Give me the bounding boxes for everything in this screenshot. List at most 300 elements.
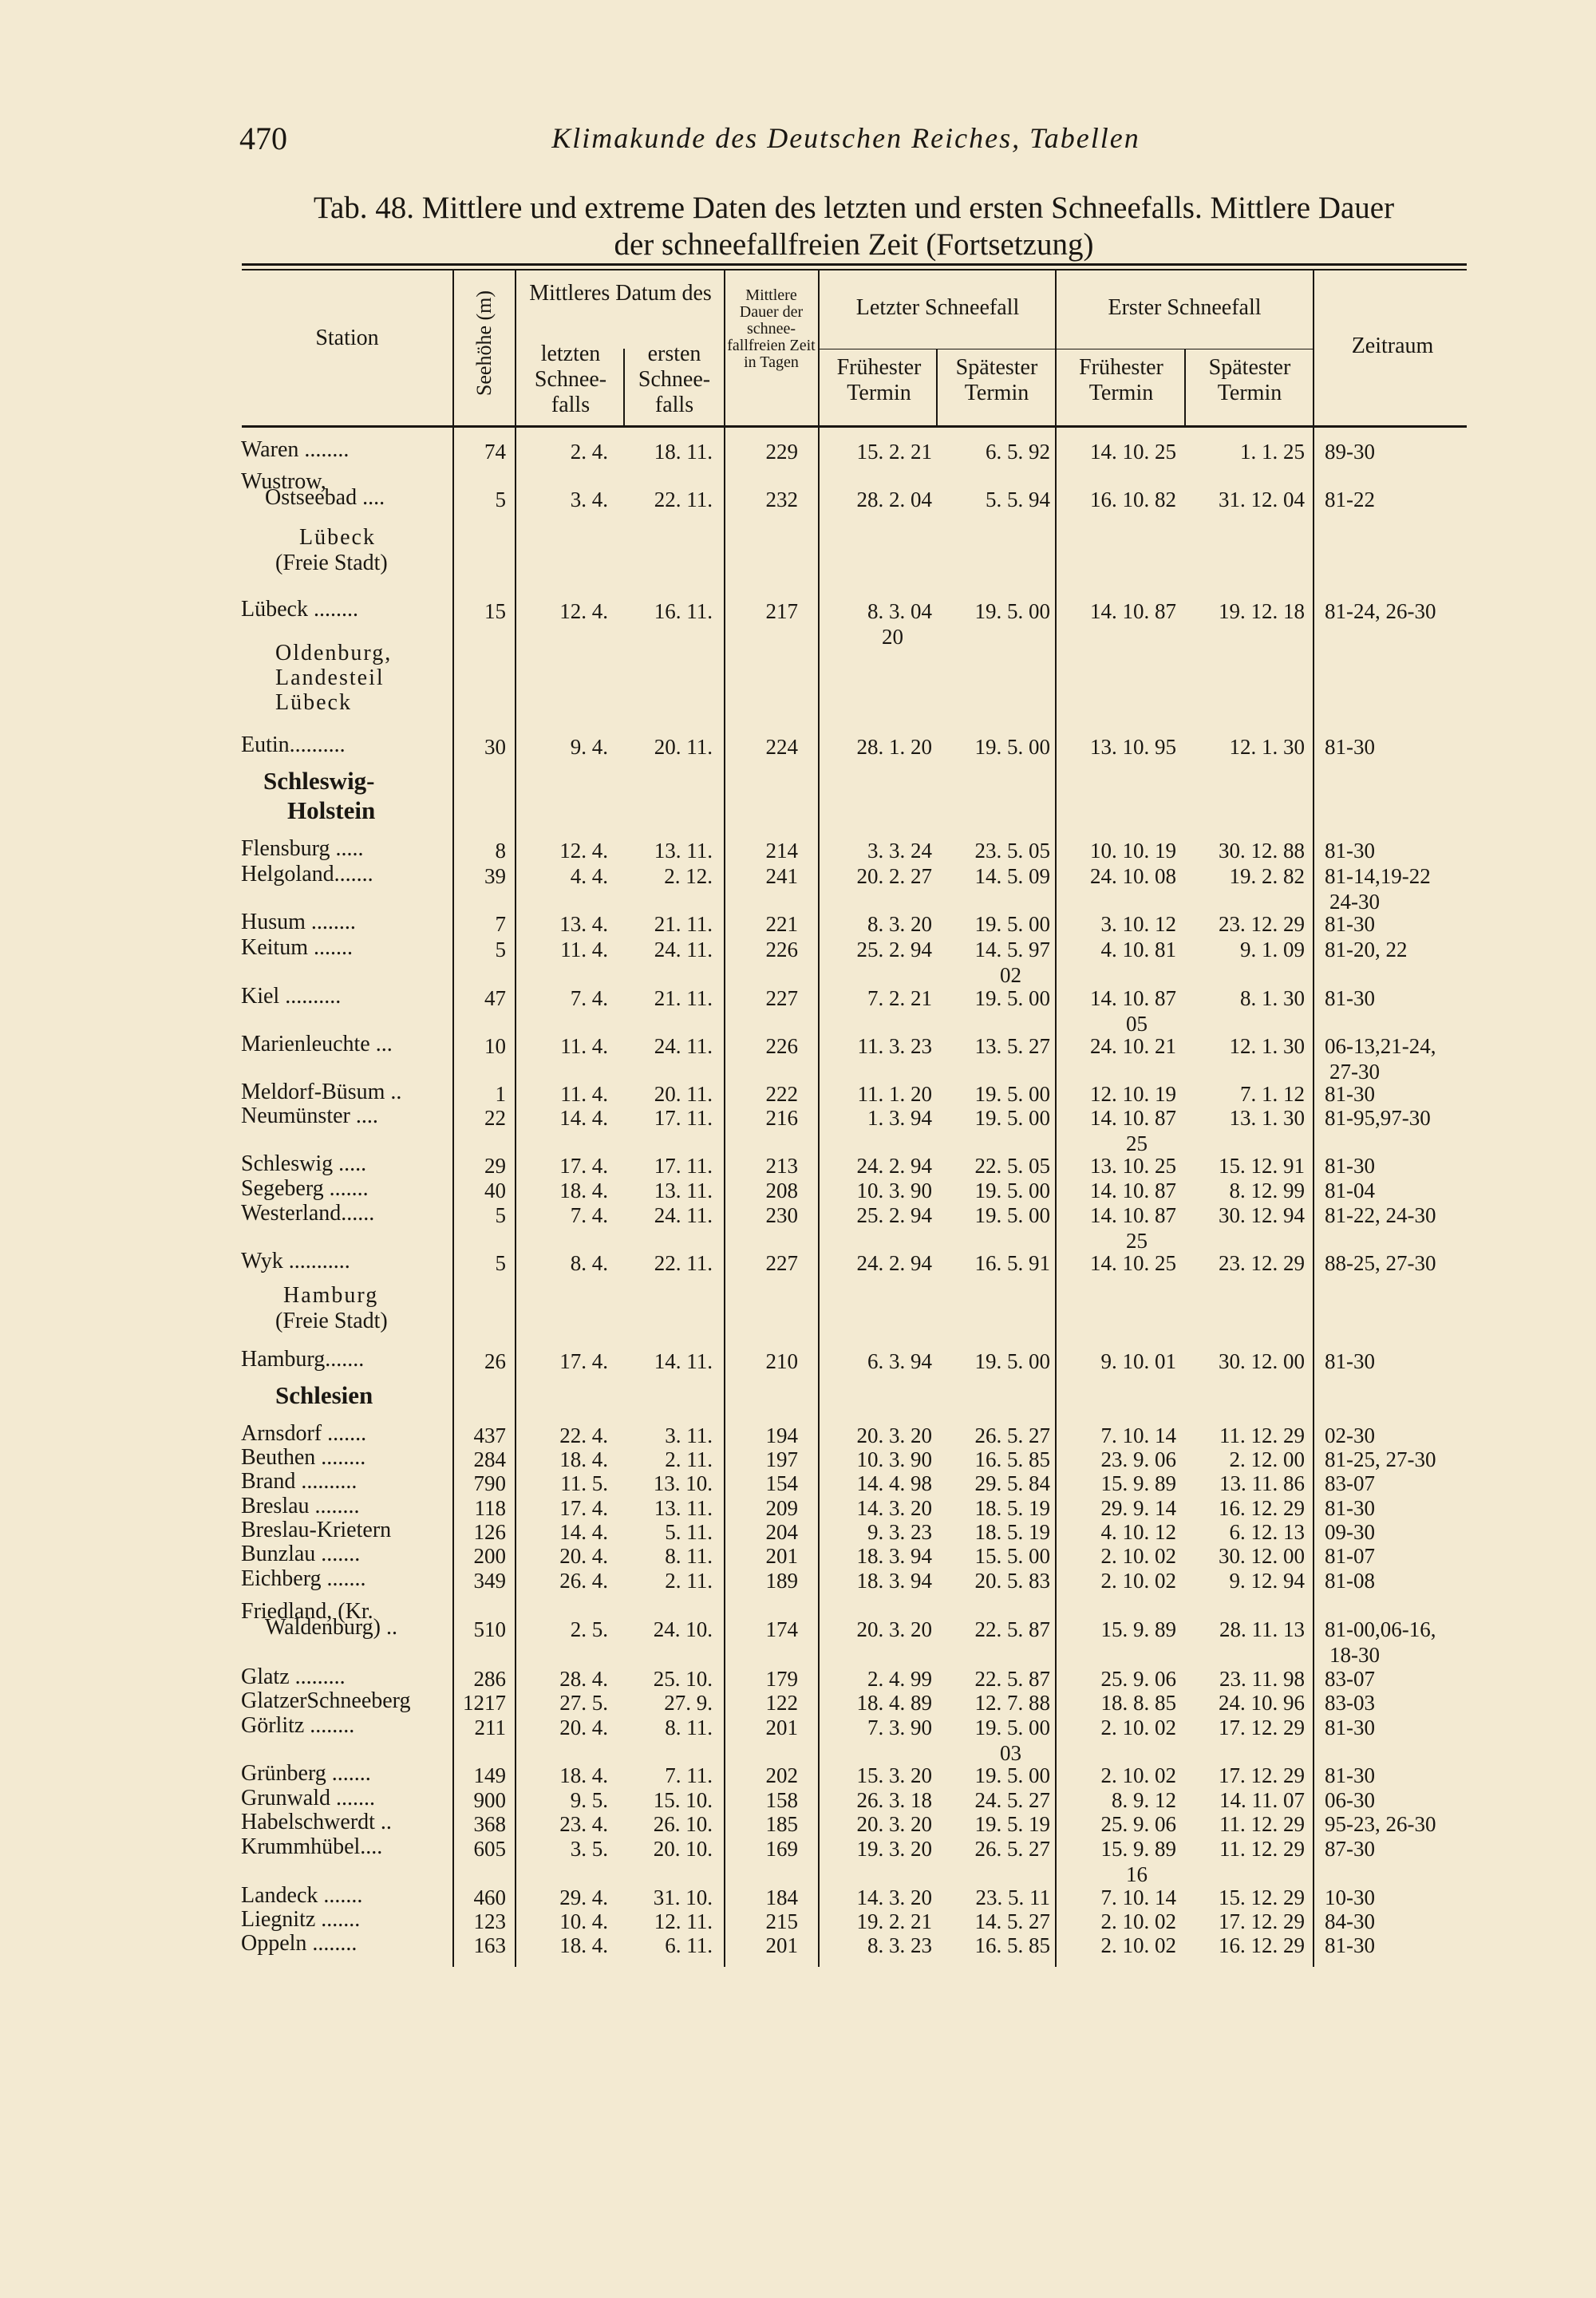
cell-last-latest: 6. 5. 92	[986, 440, 1050, 464]
cell-first-earliest: 15. 9. 89	[1100, 1837, 1176, 1861]
cell-height: 126	[473, 1520, 506, 1544]
cell-last-latest: 19. 5. 00	[974, 1179, 1050, 1202]
cell-mean-first: 20. 11.	[654, 1082, 713, 1106]
cell-height: 29	[484, 1154, 506, 1178]
cell-mean-last: 17. 4.	[559, 1496, 608, 1520]
header-rule	[242, 425, 1467, 428]
cell-period: 84-30	[1325, 1909, 1375, 1933]
cell-duration: 217	[765, 599, 798, 623]
cell-first-latest: 31. 12. 04	[1219, 488, 1305, 511]
cell-height: 437	[473, 1423, 506, 1447]
cell-last-earliest: 20. 2. 27	[856, 864, 932, 888]
cell-first-earliest-continuation: 25	[1126, 1131, 1148, 1155]
cell-period: 06-30	[1325, 1788, 1375, 1812]
cell-mean-last: 7. 4.	[570, 1203, 608, 1227]
cell-last-latest: 16. 5. 91	[974, 1251, 1050, 1275]
cell-height: 8	[495, 839, 506, 863]
cell-last-earliest: 1. 3. 94	[867, 1106, 932, 1130]
header-last-group: Letzter Schneefall	[855, 295, 1020, 320]
cell-duration: 174	[765, 1617, 798, 1641]
cell-height: 1217	[463, 1691, 506, 1715]
cell-mean-first: 5. 11.	[665, 1520, 713, 1544]
header-first-earliest: Frühester Termin	[1079, 355, 1163, 406]
cell-mean-last: 18. 4.	[559, 1933, 608, 1957]
header-mean-date: Mittleres Datum des	[529, 281, 712, 306]
station-name: Eichberg .......	[241, 1566, 366, 1591]
station-name: Glatz .........	[241, 1664, 346, 1689]
cell-last-earliest: 24. 2. 94	[856, 1154, 932, 1178]
cell-duration: 213	[765, 1154, 798, 1178]
cell-last-latest: 14. 5. 97	[974, 938, 1050, 961]
cell-period: 81-30	[1325, 1763, 1375, 1787]
cell-last-earliest: 20. 3. 20	[856, 1617, 932, 1641]
cell-last-latest: 20. 5. 83	[974, 1569, 1050, 1593]
cell-mean-first: 27. 9.	[664, 1691, 713, 1715]
station-name: Segeberg .......	[241, 1176, 369, 1201]
cell-mean-first: 15. 10.	[653, 1788, 713, 1812]
cell-last-latest: 29. 5. 84	[974, 1471, 1050, 1495]
cell-period: 81-30	[1325, 1349, 1375, 1373]
cell-last-earliest: 2. 4. 99	[867, 1667, 932, 1691]
cell-height: 1	[495, 1082, 506, 1106]
cell-last-latest: 19. 5. 00	[974, 1082, 1050, 1106]
station-name: Brand ..........	[241, 1469, 358, 1494]
cell-duration: 184	[765, 1885, 798, 1909]
cell-first-earliest: 14. 10. 25	[1090, 1251, 1176, 1275]
station-name: Wyk ...........	[241, 1249, 350, 1273]
cell-first-latest: 11. 12. 29	[1219, 1423, 1305, 1447]
cell-last-earliest: 25. 2. 94	[856, 1203, 932, 1227]
cell-period: 81-30	[1325, 839, 1375, 863]
cell-duration: 230	[765, 1203, 798, 1227]
cell-first-earliest: 2. 10. 02	[1100, 1763, 1176, 1787]
cell-height: 349	[473, 1569, 506, 1593]
group-heading: Lübeck	[299, 525, 376, 550]
station-name: Grunwald .......	[241, 1786, 375, 1810]
cell-first-latest: 9. 1. 09	[1240, 938, 1305, 961]
cell-height: 26	[484, 1349, 506, 1373]
cell-period: 81-30	[1325, 986, 1375, 1010]
cell-duration: 189	[765, 1569, 798, 1593]
cell-mean-last: 8. 4.	[570, 1251, 608, 1275]
cell-first-earliest: 2. 10. 02	[1100, 1569, 1176, 1593]
cell-first-earliest: 2. 10. 02	[1100, 1716, 1176, 1739]
cell-height: 47	[484, 986, 506, 1010]
cell-first-latest: 8. 1. 30	[1240, 986, 1305, 1010]
cell-mean-last: 2. 5.	[570, 1617, 608, 1641]
cell-first-latest: 1. 1. 25	[1240, 440, 1305, 464]
cell-last-latest: 19. 5. 19	[974, 1812, 1050, 1836]
cell-first-earliest: 16. 10. 82	[1090, 488, 1176, 511]
cell-mean-first: 13. 11.	[654, 839, 713, 863]
station-name: Schleswig .....	[241, 1151, 367, 1176]
cell-mean-last: 4. 4.	[570, 864, 608, 888]
cell-mean-last: 9. 5.	[570, 1788, 608, 1812]
cell-first-earliest: 3. 10. 12	[1100, 912, 1176, 936]
cell-height: 5	[495, 938, 506, 961]
cell-last-latest: 13. 5. 27	[974, 1034, 1050, 1058]
cell-last-latest: 18. 5. 19	[974, 1520, 1050, 1544]
cell-duration: 122	[765, 1691, 798, 1715]
cell-mean-last: 18. 4.	[559, 1447, 608, 1471]
cell-mean-last: 29. 4.	[559, 1885, 608, 1909]
cell-last-earliest-continuation: 20	[882, 625, 903, 649]
cell-mean-first: 13. 10.	[653, 1471, 713, 1495]
cell-height: 510	[473, 1617, 506, 1641]
cell-last-earliest: 7. 2. 21	[867, 986, 932, 1010]
cell-mean-first: 13. 11.	[654, 1496, 713, 1520]
header-period: Zeitraum	[1351, 334, 1434, 358]
cell-last-earliest: 11. 3. 23	[857, 1034, 932, 1058]
cell-last-latest: 24. 5. 27	[974, 1788, 1050, 1812]
cell-last-earliest: 10. 3. 90	[856, 1447, 932, 1471]
cell-last-latest: 19. 5. 00	[974, 1763, 1050, 1787]
station-name: Ostseebad ....	[265, 485, 385, 510]
cell-mean-first: 26. 10.	[653, 1812, 713, 1836]
cell-last-latest: 14. 5. 09	[974, 864, 1050, 888]
cell-first-latest: 12. 1. 30	[1229, 735, 1305, 759]
cell-mean-last: 3. 5.	[570, 1837, 608, 1861]
cell-first-earliest: 14. 10. 87	[1090, 1106, 1176, 1130]
cell-mean-first: 22. 11.	[654, 1251, 713, 1275]
cell-period: 81-24, 26-30	[1325, 599, 1436, 623]
cell-mean-last: 11. 4.	[560, 1034, 608, 1058]
station-name: Habelschwerdt ..	[241, 1810, 392, 1834]
station-name: Görlitz ........	[241, 1713, 355, 1738]
cell-mean-first: 7. 11.	[665, 1763, 713, 1787]
cell-first-earliest: 7. 10. 14	[1100, 1885, 1176, 1909]
cell-first-latest: 11. 12. 29	[1219, 1837, 1305, 1861]
column-rule	[1055, 269, 1057, 1967]
cell-first-latest: 7. 1. 12	[1240, 1082, 1305, 1106]
cell-height: 7	[495, 912, 506, 936]
cell-height: 10	[484, 1034, 506, 1058]
cell-last-earliest: 14. 4. 98	[856, 1471, 932, 1495]
cell-duration: 214	[765, 839, 798, 863]
cell-period: 81-04	[1325, 1179, 1375, 1202]
cell-height: 900	[473, 1788, 506, 1812]
header-station: Station	[315, 326, 379, 350]
cell-period: 81-30	[1325, 735, 1375, 759]
cell-first-latest: 28. 11. 13	[1219, 1617, 1305, 1641]
cell-first-earliest: 14. 10. 87	[1090, 986, 1176, 1010]
cell-duration: 232	[765, 488, 798, 511]
cell-duration: 222	[765, 1082, 798, 1106]
cell-mean-first: 20. 10.	[653, 1837, 713, 1861]
cell-first-earliest: 14. 10. 87	[1090, 599, 1176, 623]
group-heading: (Freie Stadt)	[275, 1309, 388, 1333]
cell-first-earliest: 10. 10. 19	[1090, 839, 1176, 863]
station-name: Friedland, (Kr.	[241, 1599, 373, 1624]
cell-first-latest: 23. 11. 98	[1219, 1667, 1305, 1691]
station-name: Waldenburg) ..	[265, 1615, 397, 1640]
cell-duration: 226	[765, 1034, 798, 1058]
cell-height: 118	[474, 1496, 506, 1520]
cell-first-latest: 15. 12. 91	[1219, 1154, 1305, 1178]
cell-last-latest: 19. 5. 00	[974, 1106, 1050, 1130]
cell-last-earliest: 11. 1. 20	[857, 1082, 932, 1106]
cell-last-latest: 15. 5. 00	[974, 1544, 1050, 1568]
cell-first-earliest: 8. 9. 12	[1112, 1788, 1176, 1812]
cell-first-latest: 13. 11. 86	[1219, 1471, 1305, 1495]
cell-last-earliest: 26. 3. 18	[856, 1788, 932, 1812]
header-last-earliest: Frühester Termin	[836, 355, 922, 406]
cell-first-earliest: 29. 9. 14	[1100, 1496, 1176, 1520]
cell-mean-first: 2. 11.	[665, 1447, 713, 1471]
cell-last-earliest: 9. 3. 23	[867, 1520, 932, 1544]
cell-mean-last: 13. 4.	[559, 912, 608, 936]
station-name: Keitum .......	[241, 935, 353, 960]
station-name: Meldorf-Büsum ..	[241, 1080, 402, 1104]
cell-last-latest: 26. 5. 27	[974, 1837, 1050, 1861]
station-name: Eutin..........	[241, 732, 346, 757]
cell-period: 83-03	[1325, 1691, 1375, 1715]
cell-last-latest: 16. 5. 85	[974, 1447, 1050, 1471]
cell-last-earliest: 3. 3. 24	[867, 839, 932, 863]
cell-duration: 229	[765, 440, 798, 464]
cell-mean-first: 12. 11.	[654, 1909, 713, 1933]
cell-first-latest: 13. 1. 30	[1229, 1106, 1305, 1130]
cell-first-latest: 19. 12. 18	[1219, 599, 1305, 623]
cell-duration: 221	[765, 912, 798, 936]
cell-height: 123	[473, 1909, 506, 1933]
cell-first-latest: 11. 12. 29	[1219, 1812, 1305, 1836]
cell-first-latest: 14. 11. 07	[1219, 1788, 1305, 1812]
cell-mean-first: 16. 11.	[654, 599, 713, 623]
cell-mean-first: 21. 11.	[654, 986, 713, 1010]
cell-mean-last: 20. 4.	[559, 1544, 608, 1568]
cell-duration: 201	[765, 1716, 798, 1739]
cell-mean-first: 24. 10.	[653, 1617, 713, 1641]
cell-duration: 194	[765, 1423, 798, 1447]
station-name: Krummhübel....	[241, 1834, 383, 1859]
station-name: Helgoland.......	[241, 862, 373, 886]
cell-period: 81-20, 22	[1325, 938, 1408, 961]
cell-mean-last: 20. 4.	[559, 1716, 608, 1739]
cell-height: 30	[484, 735, 506, 759]
station-name: Grünberg .......	[241, 1761, 371, 1786]
group-heading: Lübeck	[275, 690, 352, 715]
cell-last-earliest: 28. 1. 20	[856, 735, 932, 759]
cell-mean-last: 12. 4.	[559, 599, 608, 623]
cell-mean-last: 9. 4.	[570, 735, 608, 759]
cell-mean-last: 11. 5.	[560, 1471, 608, 1495]
cell-mean-last: 10. 4.	[559, 1909, 608, 1933]
table-caption	[255, 190, 1452, 263]
cell-period: 83-07	[1325, 1471, 1375, 1495]
cell-period: 02-30	[1325, 1423, 1375, 1447]
cell-height: 5	[495, 488, 506, 511]
column-rule	[1313, 269, 1314, 1967]
cell-mean-first: 21. 11.	[654, 912, 713, 936]
cell-first-latest: 17. 12. 29	[1219, 1909, 1305, 1933]
cell-last-latest: 19. 5. 00	[974, 599, 1050, 623]
cell-last-earliest: 18. 3. 94	[856, 1544, 932, 1568]
cell-first-earliest: 24. 10. 21	[1090, 1034, 1176, 1058]
group-heading: Schlesien	[275, 1381, 373, 1409]
cell-first-latest: 23. 12. 29	[1219, 912, 1305, 936]
cell-period: 06-13,21-24,	[1325, 1034, 1436, 1058]
cell-first-latest: 17. 12. 29	[1219, 1716, 1305, 1739]
cell-first-latest: 12. 1. 30	[1229, 1034, 1305, 1058]
header-last-latest: Spätester Termin	[955, 355, 1038, 406]
cell-mean-last: 14. 4.	[559, 1106, 608, 1130]
station-name: Marienleuchte ...	[241, 1032, 393, 1056]
cell-period-continuation: 18-30	[1329, 1643, 1380, 1667]
cell-period: 87-30	[1325, 1837, 1375, 1861]
cell-first-latest: 9. 12. 94	[1229, 1569, 1305, 1593]
cell-last-latest: 22. 5. 87	[974, 1617, 1050, 1641]
column-rule	[936, 349, 938, 427]
cell-last-latest: 23. 5. 05	[974, 839, 1050, 863]
station-name: Flensburg .....	[241, 836, 364, 861]
cell-last-earliest: 14. 3. 20	[856, 1885, 932, 1909]
cell-first-earliest: 14. 10. 25	[1090, 440, 1176, 464]
group-heading: Holstein	[287, 796, 376, 824]
cell-height: 74	[484, 440, 506, 464]
cell-last-latest: 23. 5. 11	[975, 1885, 1050, 1909]
cell-last-latest: 19. 5. 00	[974, 1716, 1050, 1739]
cell-last-earliest: 20. 3. 20	[856, 1423, 932, 1447]
cell-mean-last: 18. 4.	[559, 1179, 608, 1202]
cell-height: 5	[495, 1203, 506, 1227]
cell-height: 211	[474, 1716, 506, 1739]
cell-last-earliest: 19. 3. 20	[856, 1837, 932, 1861]
cell-period: 95-23, 26-30	[1325, 1812, 1436, 1836]
column-rule	[1184, 349, 1186, 427]
cell-last-earliest: 18. 3. 94	[856, 1569, 932, 1593]
cell-mean-first: 24. 11.	[654, 938, 713, 961]
cell-first-earliest: 2. 10. 02	[1100, 1544, 1176, 1568]
cell-period: 09-30	[1325, 1520, 1375, 1544]
cell-mean-last: 28. 4.	[559, 1667, 608, 1691]
cell-period: 81-07	[1325, 1544, 1375, 1568]
cell-first-latest: 30. 12. 88	[1219, 839, 1305, 863]
station-name: Breslau-Krietern	[241, 1518, 392, 1542]
cell-mean-last: 11. 4.	[560, 1082, 608, 1106]
cell-first-earliest: 2. 10. 02	[1100, 1933, 1176, 1957]
cell-first-earliest: 14. 10. 87	[1090, 1179, 1176, 1202]
cell-first-earliest: 9. 10. 01	[1100, 1349, 1176, 1373]
caption-line-1: Tab. 48. Mittlere und extreme Daten des letzten und ersten Schneefalls. Mittlere Dauer	[313, 191, 1395, 225]
cell-last-earliest: 15. 2. 21	[856, 440, 932, 464]
cell-period: 81-30	[1325, 912, 1375, 936]
cell-first-latest: 8. 12. 99	[1229, 1179, 1305, 1202]
cell-mean-first: 31. 10.	[653, 1885, 713, 1909]
cell-last-latest: 19. 5. 00	[974, 912, 1050, 936]
cell-duration: 208	[765, 1179, 798, 1202]
cell-period: 81-22	[1325, 488, 1375, 511]
cell-last-earliest: 28. 2. 04	[856, 488, 932, 511]
running-header	[239, 120, 1452, 160]
cell-first-latest: 23. 12. 29	[1219, 1251, 1305, 1275]
column-rule	[452, 269, 454, 1967]
cell-last-latest: 19. 5. 00	[974, 735, 1050, 759]
cell-first-latest: 30. 12. 00	[1219, 1544, 1305, 1568]
header-first-snow: ersten Schnee- falls	[638, 342, 711, 418]
cell-height: 286	[473, 1667, 506, 1691]
station-name: Arnsdorf .......	[241, 1421, 367, 1446]
cell-last-earliest: 18. 4. 89	[856, 1691, 932, 1715]
station-name: Breslau ........	[241, 1494, 360, 1518]
column-rule	[515, 269, 516, 1967]
cell-last-earliest: 15. 3. 20	[856, 1763, 932, 1787]
cell-mean-last: 2. 4.	[570, 440, 608, 464]
cell-last-latest: 5. 5. 94	[986, 488, 1050, 511]
cell-last-latest: 19. 5. 00	[974, 986, 1050, 1010]
cell-period: 81-30	[1325, 1496, 1375, 1520]
cell-mean-last: 17. 4.	[559, 1154, 608, 1178]
cell-height: 22	[484, 1106, 506, 1130]
cell-mean-last: 27. 5.	[559, 1691, 608, 1715]
cell-mean-first: 8. 11.	[665, 1716, 713, 1739]
cell-period: 81-30	[1325, 1082, 1375, 1106]
station-name: Husum ........	[241, 910, 356, 934]
station-name: Landeck .......	[241, 1883, 363, 1908]
cell-mean-last: 11. 4.	[560, 938, 608, 961]
cell-first-earliest: 18. 8. 85	[1100, 1691, 1176, 1715]
cell-duration: 227	[765, 1251, 798, 1275]
cell-height: 284	[473, 1447, 506, 1471]
cell-mean-last: 26. 4.	[559, 1569, 608, 1593]
cell-first-earliest: 23. 9. 06	[1100, 1447, 1176, 1471]
cell-mean-last: 12. 4.	[559, 839, 608, 863]
page-number: 470	[239, 120, 287, 156]
cell-first-earliest: 4. 10. 12	[1100, 1520, 1176, 1544]
cell-mean-last: 23. 4.	[559, 1812, 608, 1836]
cell-first-latest: 16. 12. 29	[1219, 1933, 1305, 1957]
cell-first-latest: 30. 12. 00	[1219, 1349, 1305, 1373]
cell-mean-last: 22. 4.	[559, 1423, 608, 1447]
cell-first-latest: 30. 12. 94	[1219, 1203, 1305, 1227]
cell-last-latest: 22. 5. 05	[974, 1154, 1050, 1178]
cell-period: 81-25, 27-30	[1325, 1447, 1436, 1471]
cell-period: 81-08	[1325, 1569, 1375, 1593]
cell-period: 88-25, 27-30	[1325, 1251, 1436, 1275]
cell-mean-last: 18. 4.	[559, 1763, 608, 1787]
cell-period: 10-30	[1325, 1885, 1375, 1909]
cell-last-earliest: 7. 3. 90	[867, 1716, 932, 1739]
cell-last-earliest: 25. 2. 94	[856, 938, 932, 961]
header-first-latest: Spätester Termin	[1208, 355, 1291, 406]
group-heading: (Freie Stadt)	[275, 551, 388, 575]
cell-period: 81-30	[1325, 1933, 1375, 1957]
cell-mean-first: 24. 11.	[654, 1034, 713, 1058]
station-name: GlatzerSchneeberg	[241, 1688, 411, 1713]
cell-first-latest: 17. 12. 29	[1219, 1763, 1305, 1787]
cell-first-earliest: 2. 10. 02	[1100, 1909, 1176, 1933]
cell-duration: 241	[765, 864, 798, 888]
cell-last-latest: 19. 5. 00	[974, 1203, 1050, 1227]
cell-first-earliest: 15. 9. 89	[1100, 1617, 1176, 1641]
cell-period: 81-00,06-16,	[1325, 1617, 1436, 1641]
cell-first-earliest: 4. 10. 81	[1100, 938, 1176, 961]
cell-mean-first: 13. 11.	[654, 1179, 713, 1202]
cell-first-earliest: 13. 10. 25	[1090, 1154, 1176, 1178]
cell-height: 15	[484, 599, 506, 623]
cell-last-latest: 18. 5. 19	[974, 1496, 1050, 1520]
cell-first-earliest: 25. 9. 06	[1100, 1667, 1176, 1691]
header-last-snow: letzten Schnee- falls	[534, 342, 607, 418]
cell-first-latest: 19. 2. 82	[1229, 864, 1305, 888]
cell-last-latest: 22. 5. 87	[974, 1667, 1050, 1691]
cell-duration: 227	[765, 986, 798, 1010]
cell-first-earliest: 24. 10. 08	[1090, 864, 1176, 888]
cell-mean-first: 3. 11.	[665, 1423, 713, 1447]
cell-first-latest: 15. 12. 29	[1219, 1885, 1305, 1909]
group-heading: Landesteil	[275, 665, 385, 690]
cell-period: 81-30	[1325, 1154, 1375, 1178]
